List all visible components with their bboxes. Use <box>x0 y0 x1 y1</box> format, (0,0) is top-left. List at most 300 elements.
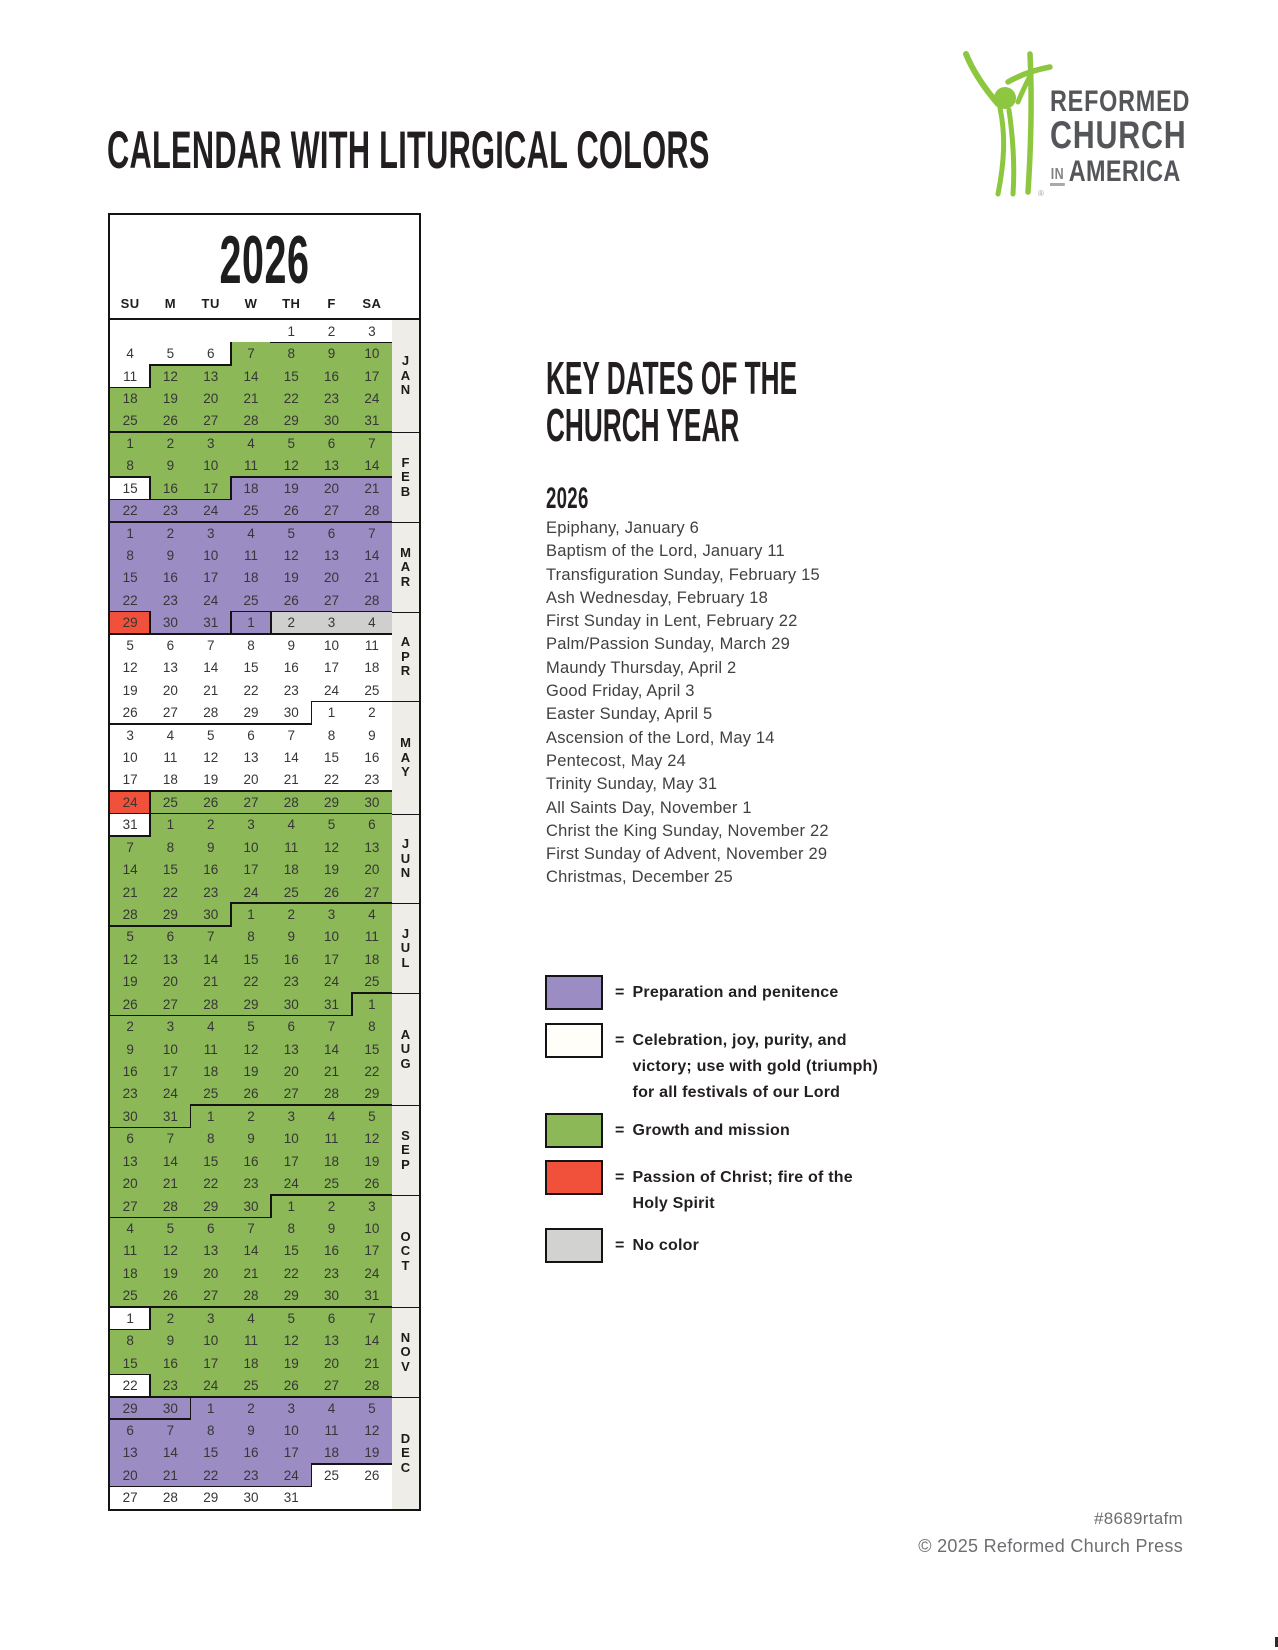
season-boundary-line <box>190 521 232 523</box>
calendar-day-cell: 30 <box>150 612 190 634</box>
month-label-letter: U <box>400 940 411 956</box>
month-label-jun <box>392 814 419 904</box>
calendar-day-cell: 4 <box>191 1015 231 1037</box>
calendar-day-cell: 8 <box>110 544 150 566</box>
season-boundary-line <box>351 790 393 792</box>
calendar-day-cell: 23 <box>352 769 392 791</box>
legend-label-line: No color <box>632 1237 700 1254</box>
calendar-day-cell: 23 <box>150 1374 190 1396</box>
calendar-day-cell: 23 <box>110 1083 150 1105</box>
calendar-day-cell: 29 <box>311 791 351 813</box>
calendar-day-cell: 7 <box>231 1217 271 1239</box>
calendar-day-cell: 16 <box>150 567 190 589</box>
season-boundary-line <box>190 431 232 433</box>
season-boundary-line <box>230 1486 272 1488</box>
month-label-letter: A <box>400 1026 411 1042</box>
calendar-day-cell: 10 <box>110 746 150 768</box>
calendar-day-cell: 17 <box>271 1442 311 1464</box>
calendar-day-cell: 6 <box>311 432 351 454</box>
calendar-day-cell: 29 <box>110 1397 150 1419</box>
calendar-day-cell: 11 <box>311 1128 351 1150</box>
calendar-empty-cell <box>191 320 231 342</box>
calendar-day-cell: 30 <box>191 903 231 925</box>
season-boundary-line <box>149 1396 191 1398</box>
calendar-day-cell: 5 <box>150 1217 190 1239</box>
calendar-day-cell: 7 <box>352 522 392 544</box>
season-boundary-line <box>190 499 232 501</box>
key-date-item: First Sunday in Lent, February 22 <box>546 612 798 631</box>
registered-mark: ® <box>1038 189 1044 198</box>
calendar-day-cell: 19 <box>191 769 231 791</box>
calendar-empty-cell <box>352 1487 392 1509</box>
calendar-day-cell: 28 <box>231 1285 271 1307</box>
calendar-day-cell: 9 <box>150 1330 190 1352</box>
calendar-day-cell: 11 <box>311 1419 351 1441</box>
calendar-day-cell: 6 <box>150 926 190 948</box>
calendar-day-cell: 24 <box>311 971 351 993</box>
calendar-day-cell: 2 <box>271 612 311 634</box>
calendar-day-cell: 19 <box>231 1060 271 1082</box>
calendar-day-cell: 16 <box>150 477 190 499</box>
season-boundary-line <box>109 1217 151 1219</box>
calendar-day-cell: 21 <box>191 679 231 701</box>
calendar-day-cell: 26 <box>352 1464 392 1486</box>
season-boundary-line <box>351 1306 393 1308</box>
calendar-day-cell: 21 <box>311 1060 351 1082</box>
month-label-letter: F <box>401 454 410 470</box>
legend-label-lines <box>633 1165 853 1217</box>
calendar-day-cell: 22 <box>110 1374 150 1396</box>
month-label-letter: A <box>400 634 411 650</box>
calendar-day-cell: 21 <box>191 971 231 993</box>
calendar-day-cell: 6 <box>352 814 392 836</box>
calendar-day-cell: 12 <box>271 455 311 477</box>
calendar-day-cell: 22 <box>311 769 351 791</box>
season-boundary-line <box>149 1418 191 1420</box>
calendar-day-cell: 20 <box>311 567 351 589</box>
figure-leg-1 <box>998 108 1004 194</box>
calendar-day-cell: 10 <box>191 1330 231 1352</box>
legend-equals-sign: = <box>615 1169 625 1186</box>
season-boundary-line <box>311 611 353 613</box>
calendar-day-cell: 22 <box>352 1060 392 1082</box>
page-title: CALENDAR WITH LITURGICAL COLORS <box>107 120 710 180</box>
calendar-day-cell: 17 <box>191 1352 231 1374</box>
calendar-day-cell: 15 <box>110 1352 150 1374</box>
calendar-day-cell: 20 <box>311 477 351 499</box>
calendar-day-cell: 13 <box>150 948 190 970</box>
season-boundary-line <box>109 925 151 927</box>
season-boundary-line <box>311 902 353 904</box>
season-boundary-line <box>230 342 232 366</box>
season-boundary-line <box>109 790 151 792</box>
calendar-day-cell: 25 <box>271 881 311 903</box>
key-date-item: Christmas, December 25 <box>546 868 733 887</box>
season-boundary-line <box>270 790 312 792</box>
season-boundary-line <box>351 431 393 433</box>
calendar-day-cell: 17 <box>352 365 392 387</box>
calendar-day-cell: 17 <box>191 477 231 499</box>
season-boundary-line <box>230 1306 272 1308</box>
calendar-day-cell: 2 <box>150 1307 190 1329</box>
calendar-day-cell: 30 <box>110 1105 150 1127</box>
rca-logo-icon <box>960 46 1060 198</box>
season-boundary-line <box>270 1194 272 1218</box>
calendar-day-cell: 21 <box>150 1464 190 1486</box>
key-date-item: Maundy Thursday, April 2 <box>546 658 737 677</box>
calendar-day-cell: 16 <box>311 365 351 387</box>
calendar-day-cell: 27 <box>311 499 351 521</box>
calendar-day-cell: 16 <box>271 948 311 970</box>
calendar-day-cell: 31 <box>352 410 392 432</box>
calendar-day-cell: 30 <box>311 410 351 432</box>
season-boundary-line <box>311 1194 353 1196</box>
calendar-day-cell: 29 <box>191 1487 231 1509</box>
key-dates-panel <box>546 352 966 887</box>
calendar-day-cell: 1 <box>352 993 392 1015</box>
calendar-day-cell: 19 <box>271 477 311 499</box>
calendar-day-cell: 27 <box>231 791 271 813</box>
key-dates-heading-line1: KEY DATES OF THE <box>546 352 798 404</box>
season-boundary-line <box>270 521 312 523</box>
calendar-day-cell: 13 <box>311 455 351 477</box>
calendar-day-cell: 1 <box>150 814 190 836</box>
calendar-day-cell: 25 <box>311 1172 351 1194</box>
calendar-day-cell: 22 <box>271 1262 311 1284</box>
calendar-day-cell: 3 <box>231 814 271 836</box>
season-boundary-line <box>149 790 151 814</box>
month-label-letter: M <box>400 735 411 751</box>
month-label-letter: E <box>401 1142 410 1158</box>
calendar-day-cell: 16 <box>110 1060 150 1082</box>
season-boundary-line <box>311 701 353 703</box>
season-boundary-line <box>351 1104 393 1106</box>
calendar-day-headers <box>110 296 392 311</box>
key-date-item: Easter Sunday, April 5 <box>546 705 713 724</box>
month-label-letter: Y <box>401 764 410 780</box>
calendar-day-cell: 9 <box>150 455 190 477</box>
key-date-item: Trinity Sunday, May 31 <box>546 775 718 794</box>
calendar-day-cell: 9 <box>352 724 392 746</box>
calendar-day-cell: 24 <box>352 387 392 409</box>
calendar-day-cell: 11 <box>231 1330 271 1352</box>
calendar-day-cell: 23 <box>311 387 351 409</box>
figure-head <box>994 87 1016 109</box>
calendar-day-cell: 1 <box>231 903 271 925</box>
liturgical-calendar <box>108 213 421 1511</box>
calendar-day-cell: 10 <box>311 634 351 656</box>
season-boundary-line <box>190 813 232 815</box>
logo-in-america <box>1050 154 1190 190</box>
calendar-day-cell: 22 <box>191 1172 231 1194</box>
calendar-day-cell: 6 <box>191 1217 231 1239</box>
calendar-day-cell: 1 <box>271 1195 311 1217</box>
calendar-day-cell: 21 <box>271 769 311 791</box>
calendar-day-cell: 28 <box>191 701 231 723</box>
month-label-letter: C <box>400 1459 411 1475</box>
season-boundary-line <box>311 813 353 815</box>
season-boundary-line <box>351 611 393 613</box>
calendar-day-cell: 9 <box>311 1217 351 1239</box>
season-boundary-line <box>270 902 312 904</box>
calendar-day-cell: 8 <box>150 836 190 858</box>
calendar-day-cell: 4 <box>110 1217 150 1239</box>
calendar-grid <box>110 320 392 1509</box>
season-boundary-line <box>270 1486 312 1488</box>
season-boundary-line <box>351 992 393 994</box>
calendar-day-cell: 9 <box>110 1038 150 1060</box>
calendar-day-cell: 13 <box>191 365 231 387</box>
calendar-day-cell: 10 <box>191 455 231 477</box>
calendar-day-cell: 15 <box>110 477 150 499</box>
calendar-day-cell: 15 <box>352 1038 392 1060</box>
month-label-letter: A <box>400 559 411 575</box>
calendar-day-cell: 11 <box>352 634 392 656</box>
calendar-day-cell: 6 <box>311 522 351 544</box>
calendar-empty-cell <box>110 320 150 342</box>
calendar-day-cell: 17 <box>191 567 231 589</box>
calendar-day-cell: 13 <box>110 1150 150 1172</box>
calendar-day-cell: 13 <box>271 1038 311 1060</box>
season-boundary-line <box>149 499 191 501</box>
legend-swatch-gray <box>545 1228 603 1263</box>
season-boundary-line <box>351 342 393 344</box>
calendar-day-cell: 9 <box>231 1419 271 1441</box>
calendar-day-cell: 11 <box>150 746 190 768</box>
calendar-day-cell: 10 <box>271 1128 311 1150</box>
season-boundary-line <box>230 813 272 815</box>
calendar-day-cell: 12 <box>231 1038 271 1060</box>
season-boundary-line <box>109 1486 151 1488</box>
calendar-day-cell: 12 <box>271 1330 311 1352</box>
calendar-day-cell: 26 <box>352 1172 392 1194</box>
season-boundary-line <box>230 476 272 478</box>
calendar-day-cell: 4 <box>231 1307 271 1329</box>
month-label-letter: L <box>401 954 410 970</box>
calendar-day-cell: 24 <box>352 1262 392 1284</box>
calendar-day-cell: 21 <box>352 1352 392 1374</box>
calendar-day-cell: 15 <box>110 567 150 589</box>
month-label-letter: J <box>401 925 410 941</box>
calendar-day-cell: 12 <box>110 657 150 679</box>
calendar-day-cell: 3 <box>191 522 231 544</box>
calendar-day-cell: 1 <box>110 522 150 544</box>
calendar-day-cell: 31 <box>271 1487 311 1509</box>
calendar-day-cell: 16 <box>352 746 392 768</box>
calendar-day-cell: 13 <box>191 1240 231 1262</box>
calendar-day-cell: 8 <box>191 1128 231 1150</box>
calendar-day-cell: 24 <box>191 1374 231 1396</box>
season-boundary-line <box>230 902 272 904</box>
season-boundary-line <box>230 611 272 613</box>
logo-church: CHURCH <box>1050 114 1187 157</box>
month-label-letter: A <box>400 749 411 765</box>
calendar-day-cell: 23 <box>311 1262 351 1284</box>
legend-equals-sign: = <box>615 1032 625 1049</box>
calendar-day-cell: 29 <box>231 993 271 1015</box>
month-label-mar <box>392 522 419 612</box>
calendar-empty-cell <box>311 1487 351 1509</box>
calendar-day-cell: 14 <box>150 1442 190 1464</box>
season-boundary-line <box>311 521 353 523</box>
calendar-day-cell: 25 <box>311 1464 351 1486</box>
calendar-day-cell: 15 <box>271 365 311 387</box>
season-boundary-line <box>311 633 353 635</box>
legend-label-lines <box>633 980 839 1006</box>
logo-in: IN <box>1050 167 1065 186</box>
calendar-day-cell: 22 <box>231 971 271 993</box>
calendar-day-cell: 21 <box>110 881 150 903</box>
calendar-day-cell: 5 <box>110 926 150 948</box>
day-header: M <box>164 296 177 311</box>
key-date-item: Palm/Passion Sunday, March 29 <box>546 635 790 654</box>
calendar-day-cell: 12 <box>110 948 150 970</box>
calendar-day-cell: 19 <box>352 1150 392 1172</box>
calendar-day-cell: 20 <box>150 971 190 993</box>
month-label-letter: N <box>400 865 411 881</box>
legend-label-line: for all festivals of our Lord <box>632 1084 841 1101</box>
calendar-day-cell: 12 <box>191 746 231 768</box>
figure-left-arm <box>966 54 998 104</box>
calendar-day-cell: 5 <box>271 1307 311 1329</box>
season-boundary-line <box>270 1306 312 1308</box>
calendar-day-cell: 7 <box>110 836 150 858</box>
season-boundary-line <box>351 521 393 523</box>
legend-item-green <box>545 1113 790 1148</box>
calendar-day-cell: 29 <box>271 1285 311 1307</box>
calendar-day-cell: 24 <box>231 881 271 903</box>
calendar-day-cell: 7 <box>352 1307 392 1329</box>
calendar-day-cell: 28 <box>231 410 271 432</box>
season-boundary-line <box>109 1329 151 1331</box>
calendar-day-cell: 7 <box>271 724 311 746</box>
calendar-day-cell: 16 <box>150 1352 190 1374</box>
month-label-letter: J <box>401 353 410 369</box>
key-dates-heading-line2: CHURCH YEAR <box>546 399 740 451</box>
season-boundary-line <box>190 925 232 927</box>
calendar-day-cell: 14 <box>110 858 150 880</box>
month-label-letter: N <box>400 382 411 398</box>
month-label-may <box>392 701 419 813</box>
calendar-day-cell: 24 <box>271 1464 311 1486</box>
calendar-day-cell: 5 <box>110 634 150 656</box>
calendar-day-cell: 1 <box>311 701 351 723</box>
calendar-day-cell: 30 <box>311 1285 351 1307</box>
calendar-day-cell: 30 <box>271 701 311 723</box>
calendar-day-cell: 20 <box>271 1060 311 1082</box>
day-header: TU <box>201 296 220 311</box>
season-boundary-line <box>109 611 151 613</box>
legend-item-white <box>545 1023 878 1106</box>
calendar-day-cell: 19 <box>271 567 311 589</box>
calendar-day-cell: 4 <box>352 612 392 634</box>
calendar-day-cell: 8 <box>271 342 311 364</box>
legend-label-lines <box>633 1233 700 1259</box>
legend-equals-sign: = <box>615 984 625 1001</box>
season-boundary-line <box>190 790 232 792</box>
calendar-day-cell: 29 <box>191 1195 231 1217</box>
season-boundary-line <box>270 813 312 815</box>
calendar-day-cell: 26 <box>150 410 190 432</box>
calendar-day-cell: 8 <box>231 634 271 656</box>
calendar-day-cell: 22 <box>150 881 190 903</box>
calendar-day-cell: 21 <box>352 477 392 499</box>
rca-logo-text <box>1050 86 1190 190</box>
season-boundary-line <box>149 1217 191 1219</box>
calendar-day-cell: 29 <box>352 1083 392 1105</box>
season-boundary-line <box>149 364 191 366</box>
calendar-day-cell: 6 <box>231 724 271 746</box>
season-boundary-line <box>149 1374 151 1398</box>
calendar-day-cell: 20 <box>231 769 271 791</box>
legend-label <box>615 1023 878 1106</box>
key-date-item: Baptism of the Lord, January 11 <box>546 542 785 561</box>
month-label-aug <box>392 993 419 1105</box>
season-boundary-line <box>149 633 191 635</box>
calendar-day-cell: 8 <box>191 1419 231 1441</box>
calendar-day-cell: 15 <box>271 1240 311 1262</box>
season-boundary-line <box>149 1127 191 1129</box>
calendar-day-cell: 4 <box>231 522 271 544</box>
calendar-day-cell: 12 <box>150 1240 190 1262</box>
season-boundary-line <box>270 1396 312 1398</box>
month-label-jan <box>392 320 419 432</box>
calendar-day-cell: 11 <box>110 365 150 387</box>
calendar-day-cell: 20 <box>110 1172 150 1194</box>
calendar-empty-cell <box>231 320 271 342</box>
key-dates-heading <box>546 352 798 451</box>
calendar-day-cell: 2 <box>150 432 190 454</box>
calendar-day-cell: 25 <box>231 1374 271 1396</box>
season-boundary-line <box>311 1104 353 1106</box>
season-boundary-line <box>149 1486 191 1488</box>
calendar-day-cell: 13 <box>311 1330 351 1352</box>
month-label-letter: N <box>400 1329 411 1345</box>
calendar-day-cell: 3 <box>352 1195 392 1217</box>
season-boundary-line <box>109 499 151 501</box>
season-boundary-line <box>149 521 191 523</box>
legend-swatch-white <box>545 1023 603 1058</box>
legend-swatch-green <box>545 1113 603 1148</box>
calendar-day-cell: 24 <box>150 1083 190 1105</box>
calendar-day-cell: 6 <box>150 634 190 656</box>
calendar-day-cell: 7 <box>191 926 231 948</box>
season-boundary-line <box>149 476 151 500</box>
season-boundary-line <box>270 342 312 344</box>
key-date-item: Pentecost, May 24 <box>546 751 687 770</box>
season-boundary-line <box>149 813 191 815</box>
season-boundary-line <box>311 476 353 478</box>
calendar-day-cell: 26 <box>150 1285 190 1307</box>
key-date-item: Ash Wednesday, February 18 <box>546 588 768 607</box>
season-boundary-line <box>109 1306 151 1308</box>
season-boundary-line <box>190 1217 232 1219</box>
calendar-day-cell: 28 <box>150 1487 190 1509</box>
key-date-item: Christ the King Sunday, November 22 <box>546 821 829 840</box>
calendar-day-cell: 10 <box>191 544 231 566</box>
calendar-day-cell: 14 <box>352 1330 392 1352</box>
calendar-day-cell: 18 <box>231 567 271 589</box>
legend-label <box>615 1160 853 1217</box>
calendar-day-cell: 25 <box>150 791 190 813</box>
legend-label <box>615 975 838 1006</box>
calendar-day-cell: 27 <box>110 1195 150 1217</box>
calendar-day-cell: 20 <box>150 679 190 701</box>
calendar-day-cell: 30 <box>150 1397 190 1419</box>
calendar-day-cell: 21 <box>352 567 392 589</box>
calendar-day-cell: 19 <box>110 971 150 993</box>
calendar-day-cell: 16 <box>191 858 231 880</box>
